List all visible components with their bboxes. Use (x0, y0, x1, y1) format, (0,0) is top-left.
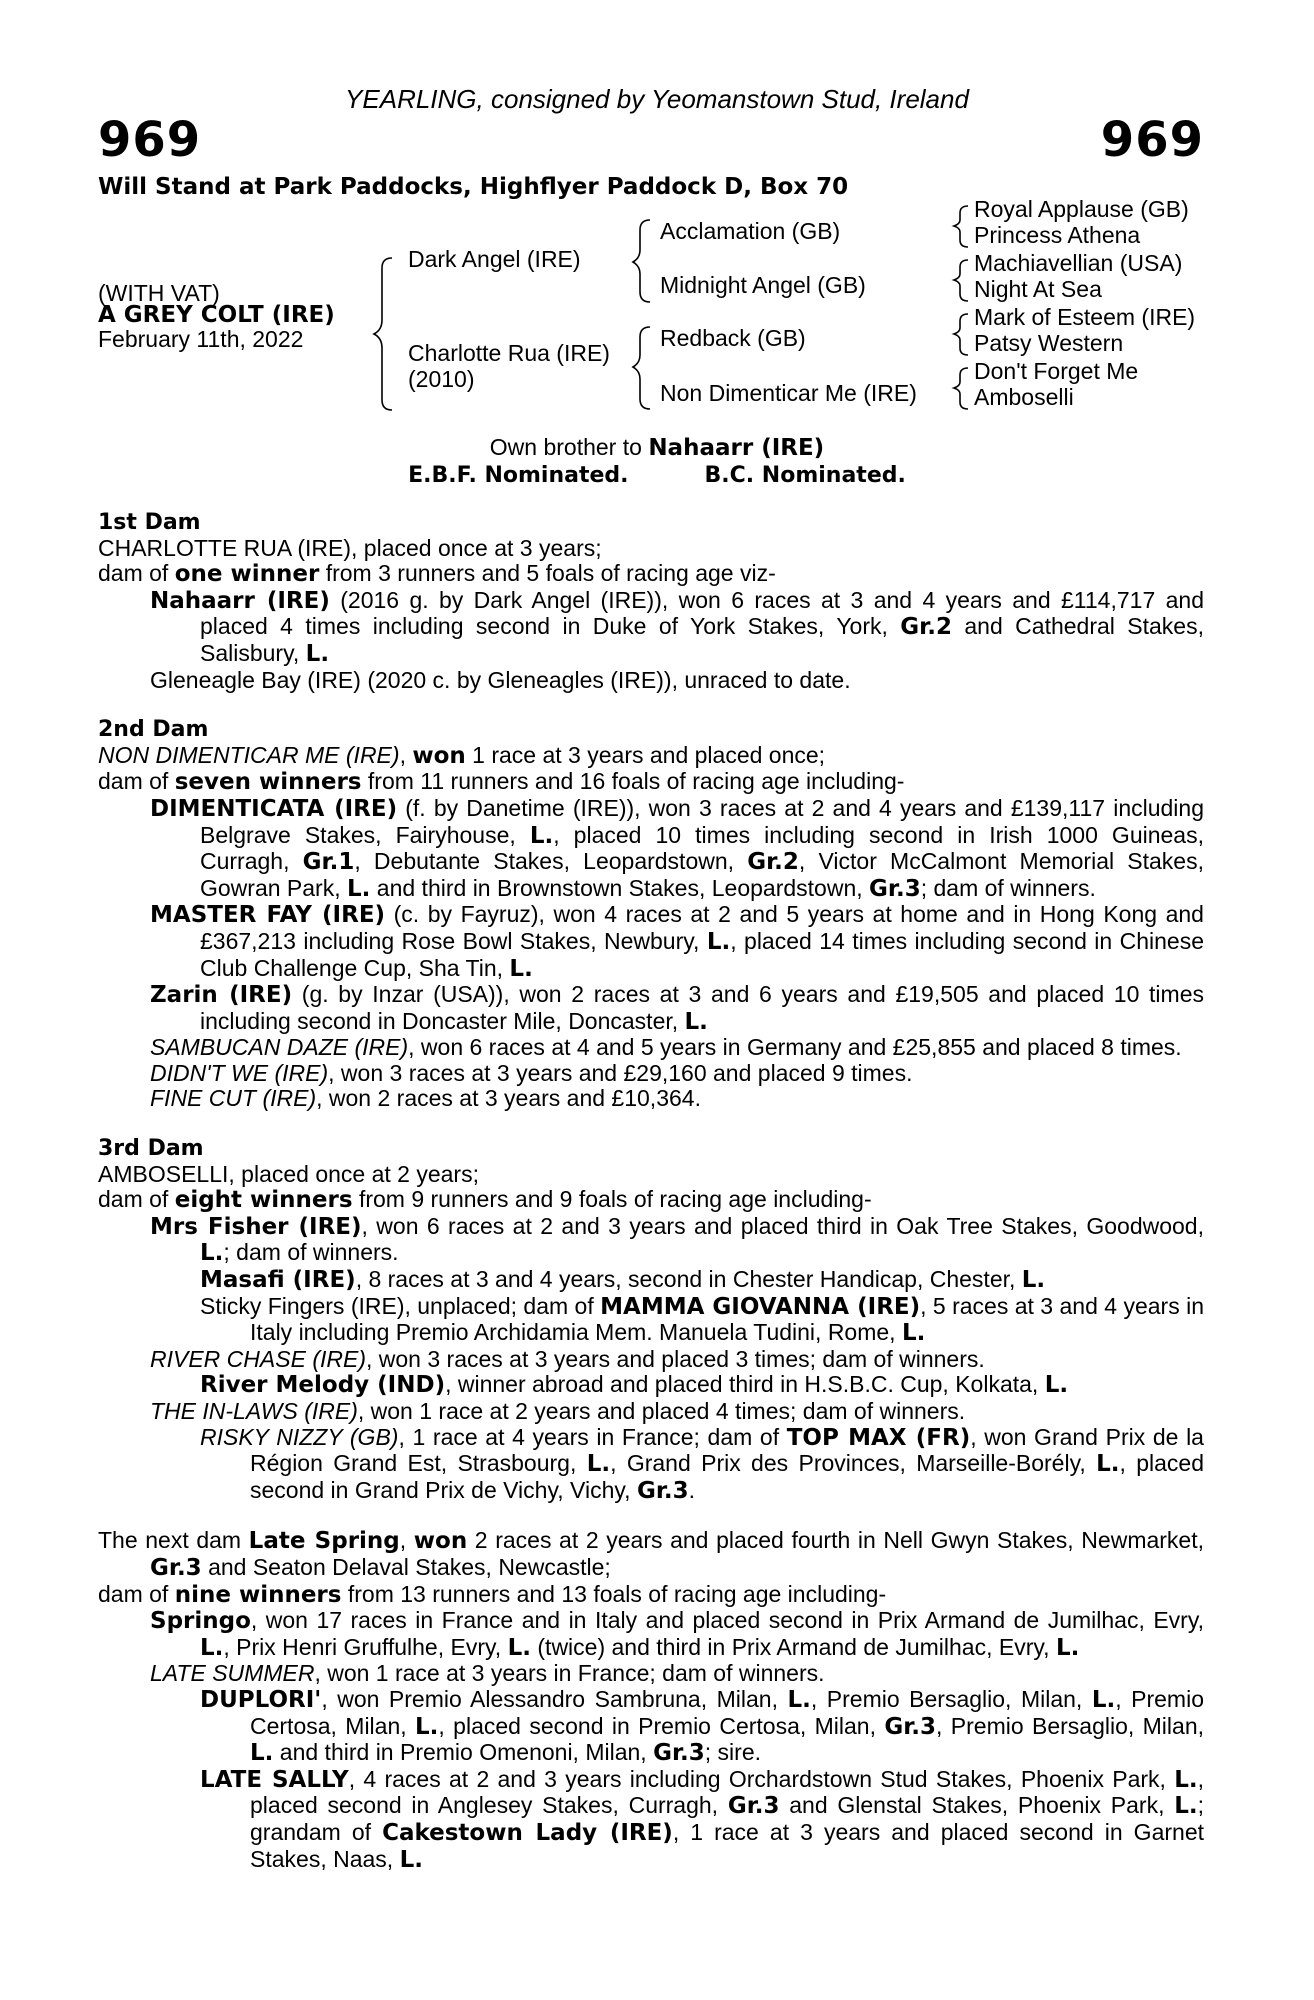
first-dam-entry-1: Nahaarr (IRE) (2016 g. by Dark Angel (IRE)), won 6 races at 3 and 4 years and £114,717 and placed 4 times including second in Duke of York Stakes, York, Gr.2 and Cathedral Stakes, Salisbury, L. (150, 586, 1204, 667)
next-dam-entry-2a: DUPLORI', won Premio Alessandro Sambruna, Milan, L., Premio Bersaglio, Milan, L., Premio Certosa, Milan, L., placed second in Premio Certosa, Milan, Gr.3, Premio Bersaglio, Milan, L. and third in Premio Omenoni, Milan, Gr.3; sire. (200, 1685, 1204, 1767)
g3-2: Princess Athena (974, 222, 1141, 248)
vat-label: (WITH VAT) (98, 280, 220, 306)
third-dam-entry-2a: River Melody (IND), winner abroad and placed third in H.S.B.C. Cup, Kolkata, L. (200, 1371, 1069, 1399)
dam-dam: Non Dimenticar Me (IRE) (660, 380, 917, 406)
third-dam-intro: AMBOSELLI, placed once at 2 years; (98, 1160, 479, 1187)
next-dam-entry-2b: LATE SALLY, 4 races at 2 and 3 years including Orchardstown Stud Stakes, Phoenix Park, L., placed second in Anglesey Stakes, Curragh, Gr.3 and Glenstal Stakes, Phoenix Park, L.; grandam of Cakestown Lady (IRE), 1 race at 3 years and placed second in Garnet Stakes, Naas, L. (200, 1765, 1204, 1873)
next-dam-intro: The next dam Late Spring, won 2 races at 2 years and placed fourth in Nell Gwyn Stakes, Newmarket, Gr.3 and Seaton Delaval Stakes, Newcastle; (98, 1527, 1204, 1581)
own-brother-prefix: Own brother to (489, 434, 649, 460)
third-dam-entry-3: THE IN-LAWS (IRE), won 1 race at 2 years and placed 4 times; dam of winners. (150, 1398, 966, 1424)
lot-number-left: 969 (98, 112, 202, 168)
second-dam-entry-2: MASTER FAY (IRE) (c. by Fayruz), won 4 races at 2 and 5 years at home and in Hong Kong and £367,213 including Rose Bowl Stakes, Newbury, L., placed 14 times including second in Chinese Club Challenge Cup, Sha Tin, L. (150, 901, 1204, 982)
third-dam-entry-2: RIVER CHASE (IRE), won 3 races at 3 years and placed 3 times; dam of winners. (150, 1345, 985, 1372)
dam-year: (2010) (408, 366, 475, 392)
third-dam-entry-3a: RISKY NIZZY (GB), 1 race at 4 years in France; dam of TOP MAX (FR), won Grand Prix de la Région Grand Est, Strasbourg, L., Grand Prix des Provinces, Marseille-Borély, L., placed second in Grand Prix de Vichy, Vichy, Gr.3. (200, 1423, 1205, 1504)
sire-sire: Acclamation (GB) (660, 218, 841, 244)
first-dam-intro: CHARLOTTE RUA (IRE), placed once at 3 years; (98, 534, 602, 561)
second-dam-entry-1: DIMENTICATA (IRE) (f. by Danetime (IRE)), won 3 races at 2 and 4 years and £139,117 including Belgrave Stakes, Fairyhouse, L., placed 10 times including second in Irish 1000 Guineas, Curragh, Gr.1, Debutante Stakes, Leopardstown, Gr.2, Victor McCalmont Memorial Stakes, Gowran Park, L. and third in Brownstown Stakes, Leopardstown, Gr.3; dam of winners. (150, 794, 1204, 902)
foaling-date: February 11th, 2022 (98, 326, 304, 352)
third-dam-entry-1b: Sticky Fingers (IRE), unplaced; dam of MAMMA GIOVANNA (IRE), 5 races at 3 and 4 years in Italy including Premio Archidamia Mem. Manuela Tudini, Rome, L. (200, 1292, 1204, 1347)
g3-7: Don't Forget Me (974, 358, 1139, 384)
third-dam-heading: 3rd Dam (98, 1136, 204, 1162)
nomination-notes (0, 434, 1314, 489)
next-dam-entry-1: Springo, won 17 races in France and in Italy and placed second in Prix Armand de Jumilhac, Evry, L., Prix Henri Gruffulhe, Evry, L. (twice) and third in Prix Armand de Jumilhac, Evry, L. (150, 1607, 1204, 1661)
first-dam-produce: dam of one winner from 3 runners and 5 foals of racing age viz- (98, 560, 776, 588)
third-dam-entry-1: Mrs Fisher (IRE), won 6 races at 2 and 3 years and placed third in Oak Tree Stakes, Goodwood, L.; dam of winners. (150, 1212, 1204, 1267)
stabling-line: Will Stand at Park Paddocks, Highflyer Paddock D, Box 70 (98, 174, 849, 200)
next-dam-produce: dam of nine winners from 13 runners and 13 foals of racing age including- (98, 1580, 887, 1608)
catalogue-body (98, 510, 1204, 1873)
pedigree-table (0, 196, 1314, 430)
bc-nominated: B.C. Nominated. (704, 463, 906, 488)
lot-number-right: 969 (1100, 112, 1204, 168)
second-dam-produce: dam of seven winners from 11 runners and 16 foals of racing age including- (98, 768, 905, 796)
g3-4: Night At Sea (974, 276, 1102, 302)
g3-3: Machiavellian (USA) (974, 250, 1183, 276)
dam: Charlotte Rua (IRE) (408, 340, 610, 366)
first-dam-entry-2: Gleneagle Bay (IRE) (2020 c. by Gleneagles (IRE)), unraced to date. (150, 666, 851, 693)
first-dam-heading: 1st Dam (98, 510, 201, 535)
sire: Dark Angel (IRE) (408, 246, 581, 272)
own-brother-name: Nahaarr (IRE) (648, 435, 825, 461)
own-brother-line (0, 434, 1314, 462)
g3-8: Amboselli (974, 384, 1074, 410)
horse-name: A GREY COLT (IRE) (98, 302, 335, 328)
second-dam-entry-6: FINE CUT (IRE), won 2 races at 3 years and £10,364. (150, 1085, 701, 1112)
ebf-nominated: E.B.F. Nominated. (408, 463, 629, 488)
second-dam-entry-3: Zarin (IRE) (g. by Inzar (USA)), won 2 races at 3 and 6 years and £19,505 and placed 10 times including second in Doncaster Mile, Doncaster, L. (150, 981, 1204, 1035)
second-dam-entry-5: DIDN'T WE (IRE), won 3 races at 3 years and £29,160 and placed 9 times. (150, 1059, 913, 1086)
third-dam-produce: dam of eight winners from 9 runners and 9 foals of racing age including- (98, 1186, 872, 1214)
second-dam-entry-4: SAMBUCAN DAZE (IRE), won 6 races at 4 and 5 years in Germany and £25,855 and placed 8 times. (150, 1034, 1182, 1061)
g3-1: Royal Applause (GB) (974, 196, 1189, 222)
second-dam-intro: NON DIMENTICAR ME (IRE), won 1 race at 3 years and placed once; (98, 741, 826, 769)
g3-5: Mark of Esteem (IRE) (974, 304, 1196, 330)
third-dam-entry-1a: Masafi (IRE), 8 races at 3 and 4 years, second in Chester Handicap, Chester, L. (200, 1266, 1046, 1294)
dam-sire: Redback (GB) (660, 325, 806, 351)
sire-dam: Midnight Angel (GB) (660, 272, 866, 298)
second-dam-heading: 2nd Dam (98, 717, 209, 743)
g3-6: Patsy Western (974, 330, 1124, 356)
nominations (0, 462, 1314, 489)
next-dam-entry-2: LATE SUMMER, won 1 race at 3 years in France; dam of winners. (150, 1660, 825, 1687)
consignment-line: YEARLING, consigned by Yeomanstown Stud, Ireland (345, 84, 969, 114)
